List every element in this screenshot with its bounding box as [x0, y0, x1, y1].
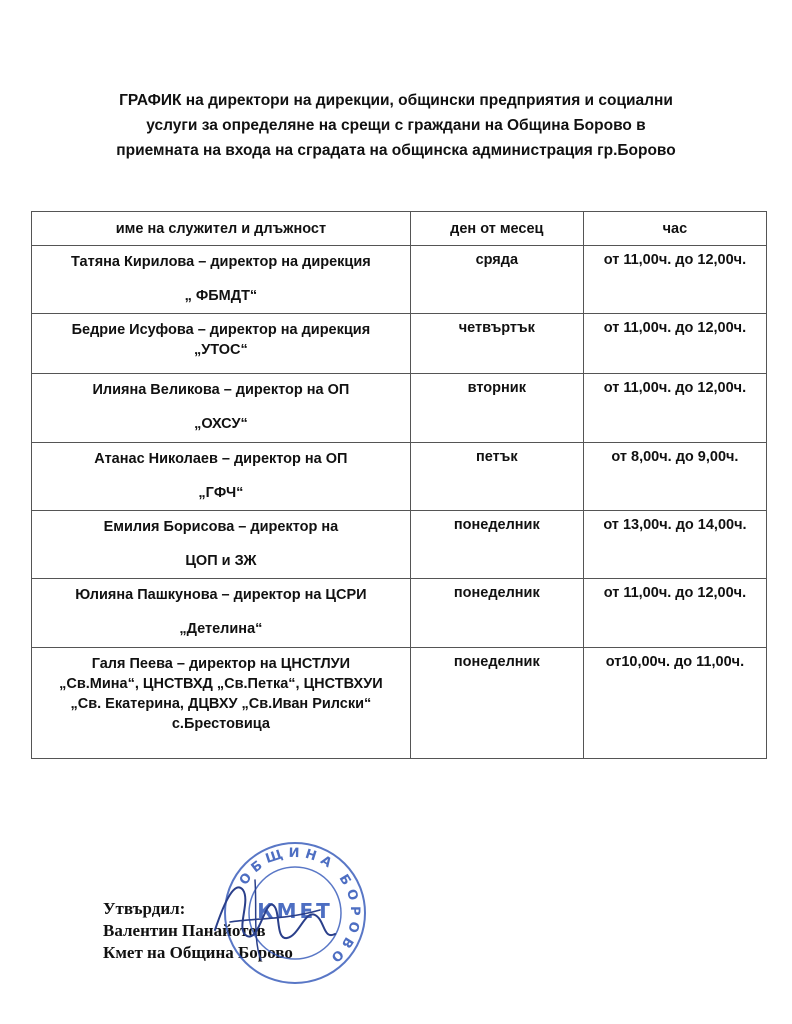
- employee-cell: [32, 511, 411, 579]
- employee-org-line: „Св. Екатерина, ДЦВХУ „Св.Иван Рилски“: [70, 696, 372, 712]
- approver-name: Валентин Панайотов: [103, 921, 266, 940]
- hours-cell: от 11,00ч. до 12,00ч.: [583, 314, 766, 374]
- employee-org: „ОХСУ“: [194, 416, 248, 432]
- hours-cell: от 11,00ч. до 12,00ч.: [583, 246, 766, 314]
- employee-name: Галя Пеева – директор на ЦНСТЛУИ: [91, 656, 351, 672]
- handwritten-signature: [195, 860, 355, 970]
- column-header-employee: име на служител и длъжност: [32, 212, 411, 246]
- stamp-outer-text: ОБЩИНА БОРОВО: [236, 845, 363, 968]
- employee-org: ЦОП и ЗЖ: [185, 553, 257, 569]
- employee-name: Атанас Николаев – директор на ОП: [94, 451, 348, 467]
- approver-position: Кмет на Община Борово: [103, 943, 293, 962]
- day-cell: понеделник: [410, 648, 583, 759]
- employee-name: Бедрие Исуфова – директор на дирекция: [71, 322, 371, 338]
- approval-label: Утвърдил:: [103, 899, 186, 918]
- employee-cell: [32, 374, 411, 443]
- employee-org: „УТОС“: [194, 342, 248, 358]
- employee-cell: [32, 648, 411, 759]
- column-header-day: ден от месец: [410, 212, 583, 246]
- employee-name: Емилия Борисова – директор на: [103, 519, 339, 535]
- stamp-center-text: КМЕТ: [257, 899, 333, 923]
- day-cell: понеделник: [410, 511, 583, 579]
- hours-cell: от 13,00ч. до 14,00ч.: [583, 511, 766, 579]
- employee-cell: [32, 579, 411, 648]
- day-cell: вторник: [410, 374, 583, 443]
- employee-org-line: „Св.Мина“, ЦНСТВХД „Св.Петка“, ЦНСТВХУИ: [59, 676, 383, 692]
- employee-name: Юлияна Пашкунова – директор на ЦСРИ: [75, 587, 367, 603]
- table-row: [32, 579, 767, 648]
- employee-cell: [32, 314, 411, 374]
- hours-cell: от 11,00ч. до 12,00ч.: [583, 374, 766, 443]
- table-row: [32, 314, 767, 374]
- table-row: [32, 246, 767, 314]
- table-row: [32, 443, 767, 511]
- employee-name: Татяна Кирилова – директор на дирекция: [71, 254, 371, 270]
- table-row: [32, 374, 767, 443]
- hours-cell: от 11,00ч. до 12,00ч.: [583, 579, 766, 648]
- employee-cell: [32, 443, 411, 511]
- employee-org: „ГФЧ“: [198, 485, 244, 501]
- table-row: [32, 648, 767, 759]
- employee-org: „ ФБМДТ“: [184, 288, 258, 304]
- title-line: услуги за определяне на срещи с граждани на Община Борово в: [146, 117, 646, 134]
- document-title: [60, 88, 732, 163]
- employee-org-line: с.Брестовица: [171, 716, 270, 732]
- employee-org: „Детелина“: [179, 621, 263, 637]
- employee-cell: [32, 246, 411, 314]
- column-header-hour: час: [583, 212, 766, 246]
- title-line: ГРАФИК на директори на дирекции, общински предприятия и социални: [119, 92, 673, 109]
- table-row: [32, 511, 767, 579]
- hours-cell: от10,00ч. до 11,00ч.: [583, 648, 766, 759]
- table-header-row: [32, 212, 767, 246]
- day-cell: петък: [410, 443, 583, 511]
- schedule-table: [31, 211, 767, 759]
- title-line: приемната на входа на сградата на общинска администрация гр.Борово: [116, 142, 676, 159]
- hours-cell: от 8,00ч. до 9,00ч.: [583, 443, 766, 511]
- day-cell: четвъртък: [410, 314, 583, 374]
- day-cell: сряда: [410, 246, 583, 314]
- day-cell: понеделник: [410, 579, 583, 648]
- employee-name: Илияна Великова – директор на ОП: [92, 382, 350, 398]
